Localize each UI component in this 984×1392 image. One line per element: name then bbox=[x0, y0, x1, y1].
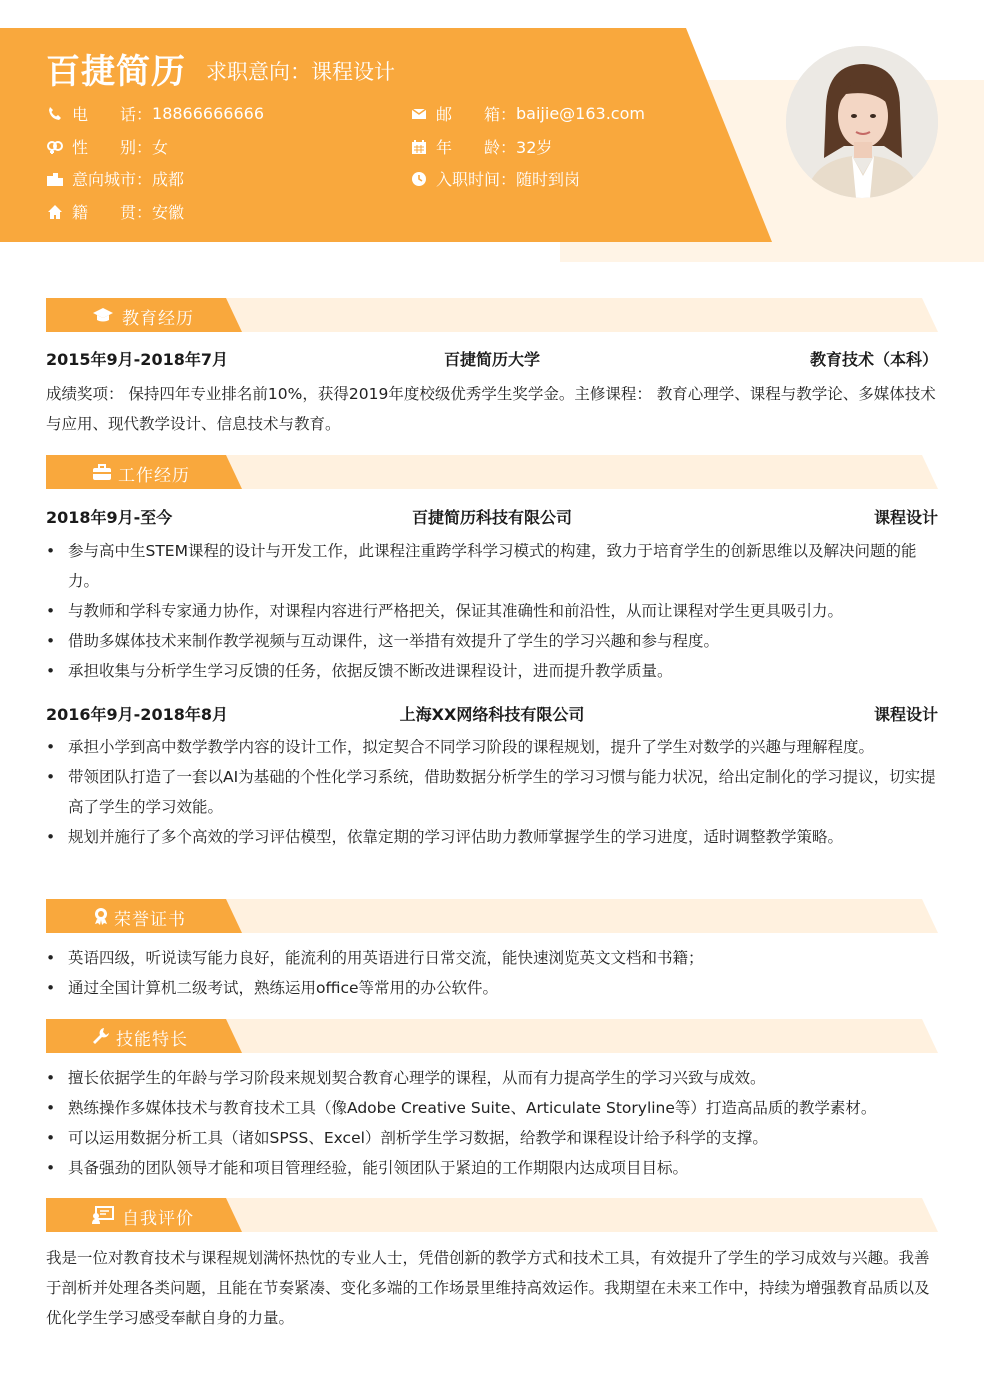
info-value: 安徽 bbox=[152, 203, 185, 222]
job-date: 2018年9月-至今 bbox=[46, 508, 173, 527]
education-row bbox=[46, 347, 938, 370]
section-title: 自我评价 bbox=[122, 1209, 194, 1229]
job-company: 百捷简历科技有限公司 bbox=[411, 508, 572, 527]
city-icon bbox=[46, 170, 64, 188]
job-row bbox=[46, 505, 938, 528]
list-item: • 具备强劲的团队领导才能和项目管理经验，能引领团队于紧迫的工作期限内达成项目目标。 bbox=[46, 1153, 938, 1183]
section-title: 工作经历 bbox=[118, 466, 190, 486]
clock-icon bbox=[410, 170, 428, 188]
job-role: 课程设计 bbox=[873, 705, 938, 724]
home-icon bbox=[46, 203, 64, 221]
info-start bbox=[410, 167, 580, 190]
section-honors-header bbox=[46, 899, 938, 933]
section-skills-header bbox=[46, 1019, 938, 1053]
info-label: 年 龄： bbox=[436, 138, 517, 157]
list-item: • 英语四级，听说读写能力良好，能流利的用英语进行日常交流，能快速浏览英文文档和书籍； bbox=[46, 943, 938, 973]
profile-photo bbox=[786, 46, 938, 198]
resume-name: 百捷简历 bbox=[46, 52, 186, 92]
info-label: 邮 箱： bbox=[436, 105, 517, 124]
info-label: 电 话： bbox=[72, 105, 153, 124]
section-title: 教育经历 bbox=[122, 309, 194, 329]
skills-bullets bbox=[46, 1063, 938, 1183]
section-education-header bbox=[46, 298, 938, 332]
section-title: 荣誉证书 bbox=[114, 910, 186, 930]
list-item: • 擅长依据学生的年龄与学习阶段来规划契合教育心理学的课程，从而有力提高学生的学习兴致与成效。 bbox=[46, 1063, 938, 1093]
job-bullets bbox=[46, 732, 938, 852]
info-value: 女 bbox=[152, 138, 169, 157]
info-phone bbox=[46, 102, 264, 125]
info-value: 18866666666 bbox=[152, 104, 264, 123]
gender-icon bbox=[46, 138, 64, 156]
calendar-icon bbox=[410, 138, 428, 156]
section-self-header bbox=[46, 1198, 938, 1232]
education-degree: 教育技术（本科） bbox=[809, 350, 938, 369]
list-item: • 带领团队打造了一套以AI为基础的个性化学习系统，借助数据分析学生的学习习惯与能力状况，给出定制化的学习提议，切实提高了学生的学习效能。 bbox=[46, 762, 938, 822]
briefcase-icon bbox=[92, 463, 112, 481]
info-label: 籍 贯： bbox=[72, 203, 153, 222]
education-school: 百捷简历大学 bbox=[443, 350, 540, 369]
list-item: • 承担小学到高中数学教学内容的设计工作，拟定契合不同学习阶段的课程规划，提升了学生对数学的兴趣与理解程度。 bbox=[46, 732, 938, 762]
list-item: • 借助多媒体技术来制作教学视频与互动课件，这一举措有效提升了学生的学习兴趣和参与程度。 bbox=[46, 626, 938, 656]
info-label: 意向城市： bbox=[72, 170, 153, 189]
list-item: • 可以运用数据分析工具（诸如SPSS、Excel）剖析学生学习数据，给教学和课程设计给予科学的支撑。 bbox=[46, 1123, 938, 1153]
job-company: 上海XX网络科技有限公司 bbox=[399, 705, 585, 724]
list-item: • 参与高中生STEM课程的设计与开发工作，此课程注重跨学科学习模式的构建，致力于培育学生的创新思维以及解决问题的能力。 bbox=[46, 536, 938, 596]
graduation-cap-icon bbox=[92, 306, 112, 324]
award-icon bbox=[92, 907, 112, 925]
info-value: baijie@163.com bbox=[516, 104, 645, 123]
list-item: • 与教师和学科专家通力协作，对课程内容进行严格把关，保证其准确性和前沿性，从而让课程对学生更具吸引力。 bbox=[46, 596, 938, 626]
section-work-header bbox=[46, 455, 938, 489]
honors-bullets bbox=[46, 943, 938, 1003]
education-date: 2015年9月-2018年7月 bbox=[46, 350, 228, 369]
info-city bbox=[46, 167, 184, 190]
info-value: 32岁 bbox=[516, 138, 553, 157]
info-hometown bbox=[46, 200, 184, 223]
info-value: 随时到岗 bbox=[516, 170, 581, 189]
wrench-icon bbox=[92, 1027, 112, 1045]
job-intent: 求职意向：课程设计 bbox=[206, 60, 395, 84]
job-bullets bbox=[46, 536, 938, 686]
list-item: • 承担收集与分析学生学习反馈的任务，依据反馈不断改进课程设计，进而提升教学质量。 bbox=[46, 656, 938, 686]
info-value: 成都 bbox=[152, 170, 185, 189]
job-role: 课程设计 bbox=[873, 508, 938, 527]
list-item: • 熟练操作多媒体技术与教育技术工具（像Adobe Creative Suite、Articulate Storyline等）打造高品质的教学素材。 bbox=[46, 1093, 938, 1123]
section-title: 技能特长 bbox=[116, 1030, 188, 1050]
info-age bbox=[410, 135, 552, 158]
education-description: 成绩奖项： 保持四年专业排名前10%，获得2019年度校级优秀学生奖学金。主修课程： 教育心理学、课程与教学论、多媒体技术与应用、现代教学设计、信息技术与教育。 bbox=[46, 385, 936, 433]
mail-icon bbox=[410, 105, 428, 123]
list-item: • 通过全国计算机二级考试，熟练运用office等常用的办公软件。 bbox=[46, 973, 938, 1003]
phone-icon bbox=[46, 105, 64, 123]
info-label: 入职时间： bbox=[436, 170, 517, 189]
job-row bbox=[46, 702, 938, 725]
list-item: • 规划并施行了多个高效的学习评估模型，依靠定期的学习评估助力教师掌握学生的学习进度，适时调整教学策略。 bbox=[46, 822, 938, 852]
self-evaluation-text: 我是一位对教育技术与课程规划满怀热忱的专业人士，凭借创新的教学方式和技术工具，有效提升了学生的学习成效与兴趣。我善于剖析并处理各类问题，且能在节奏紧凑、变化多端的工作场景里维持高效运作。我期望在未来工作中，持续为增强教育品质以及优化学生学习感受奉献自身的力量。 bbox=[46, 1249, 930, 1327]
job-date: 2016年9月-2018年8月 bbox=[46, 705, 228, 724]
info-email bbox=[410, 102, 645, 125]
info-gender bbox=[46, 135, 168, 158]
presentation-icon bbox=[92, 1206, 112, 1224]
info-label: 性 别： bbox=[72, 138, 153, 157]
